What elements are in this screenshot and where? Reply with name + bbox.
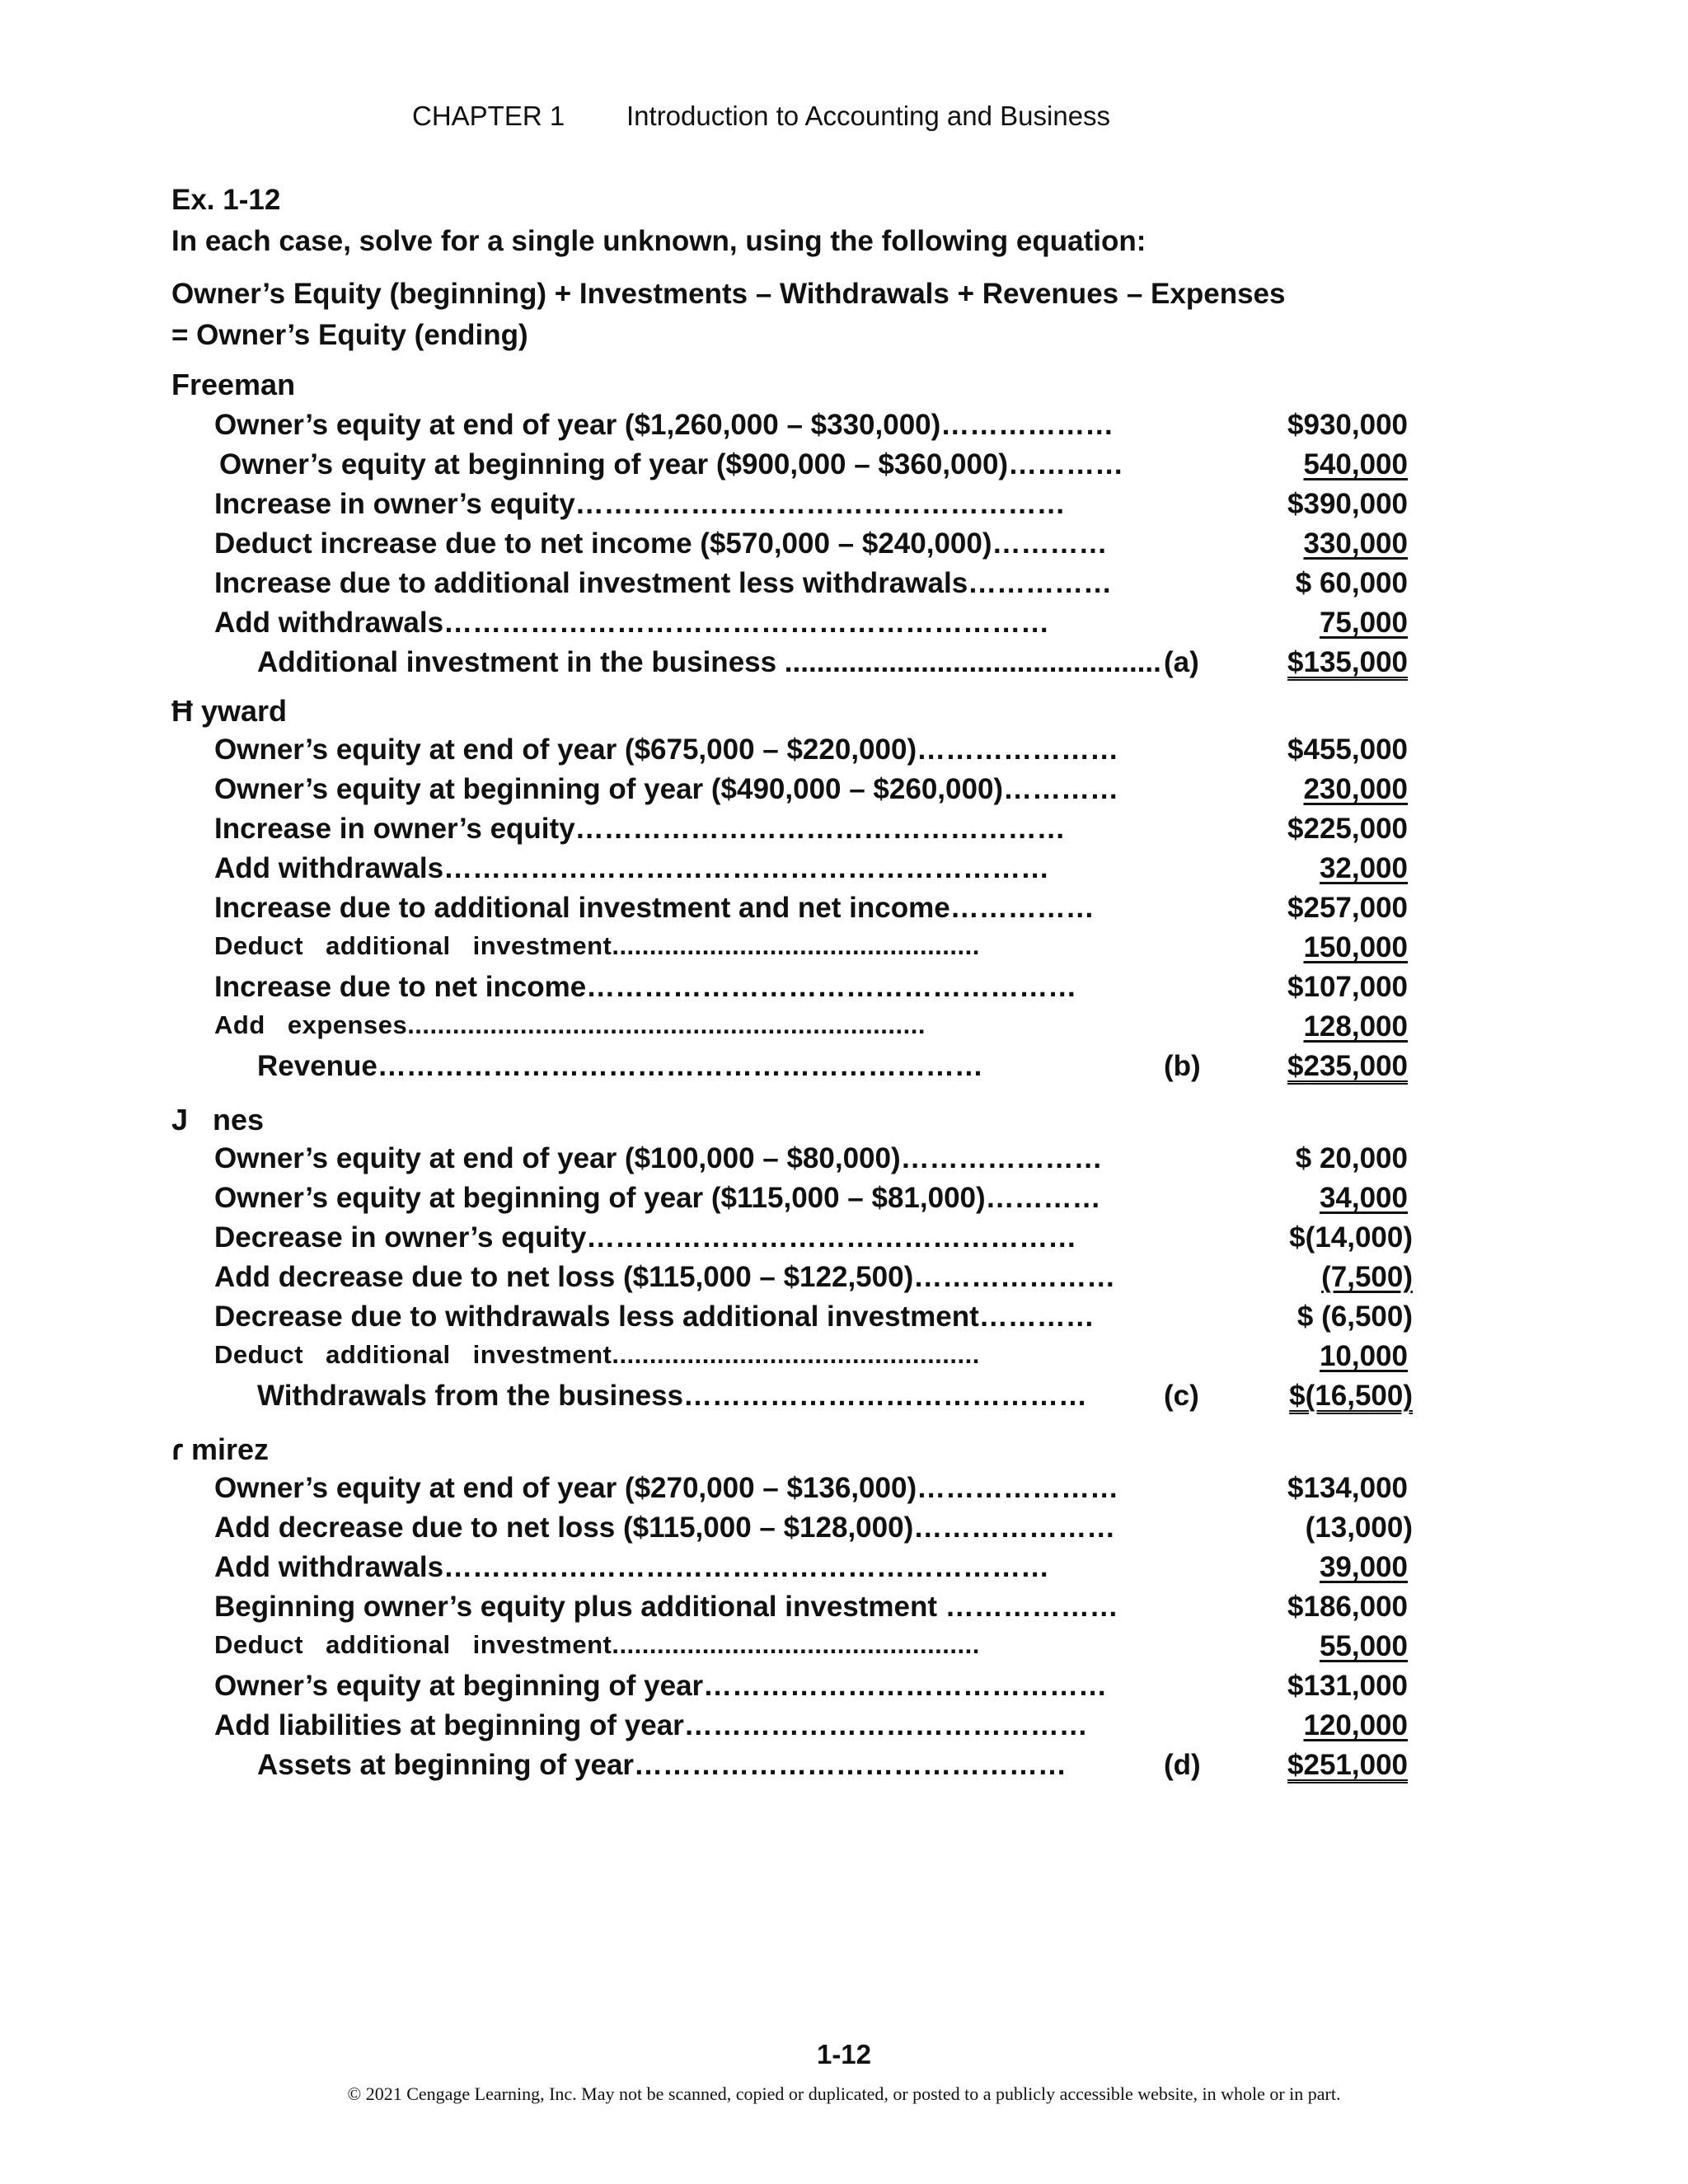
row-label: Decrease due to withdrawals less additional investment………… (214, 1301, 1095, 1333)
table-row (0, 773, 1688, 813)
table-row (0, 1380, 1688, 1419)
row-label: Increase due to additional investment less withdrawals…………… (214, 567, 1113, 599)
row-label: Add withdrawals……………………………………………………… (214, 1551, 1050, 1583)
table-row (0, 1709, 1688, 1749)
table-row (0, 646, 1688, 686)
row-label: Add decrease due to net loss ($115,000 – $128,000)………………… (214, 1511, 1116, 1544)
row-label: Add liabilities at beginning of year…………………………………… (214, 1709, 1088, 1741)
row-amount: $135,000 (1287, 646, 1408, 678)
answer-marker: (d) (1164, 1749, 1201, 1781)
row-label: Increase due to additional investment and net income…………… (214, 892, 1095, 924)
row-label: Owner’s equity at beginning of year…………………………………… (214, 1670, 1108, 1702)
row-label: Beginning owner’s equity plus additional investment ……………… (214, 1591, 1118, 1623)
table-row (0, 1182, 1688, 1221)
section-title: Freeman (171, 368, 296, 401)
answer-marker: (c) (1164, 1380, 1199, 1412)
row-amount: 120,000 (1303, 1709, 1408, 1741)
row-amount: 128,000 (1303, 1010, 1408, 1043)
row-amount: $251,000 (1287, 1749, 1408, 1781)
table-row (0, 1749, 1688, 1788)
table-row (0, 1142, 1688, 1182)
row-amount: 32,000 (1319, 852, 1408, 884)
row-amount: 230,000 (1303, 773, 1408, 805)
row-amount: 39,000 (1319, 1551, 1408, 1583)
table-row (0, 892, 1688, 931)
answer-marker: (a) (1164, 646, 1199, 678)
chapter-label: CHAPTER 1 (412, 101, 565, 131)
table-row (0, 567, 1688, 607)
table-row (0, 488, 1688, 527)
row-label: Increase due to net income…………………………………………… (214, 971, 1077, 1003)
table-row (0, 1591, 1688, 1630)
row-amount: $235,000 (1287, 1050, 1408, 1082)
section-title: J nes (171, 1103, 265, 1137)
row-label: Owner’s equity at beginning of year ($900,000 – $360,000)………… (219, 448, 1124, 480)
row-amount: 75,000 (1319, 607, 1408, 639)
row-label: Additional investment in the business ............................................... (257, 646, 1161, 678)
page-header (0, 101, 1688, 137)
row-amount: 330,000 (1303, 527, 1408, 560)
row-amount: $186,000 (1287, 1591, 1408, 1623)
row-amount: $257,000 (1287, 892, 1408, 924)
row-label: Add withdrawals……………………………………………………… (214, 607, 1050, 639)
equation-line-1: Owner’s Equity (beginning) + Investments – Withdrawals + Revenues – Expenses (171, 278, 1286, 310)
row-amount: 10,000 (1319, 1340, 1408, 1372)
row-amount: $ 20,000 (1295, 1142, 1408, 1174)
row-amount: 55,000 (1319, 1630, 1408, 1662)
table-row (0, 409, 1688, 448)
copyright-notice: © 2021 Cengage Learning, Inc. May not be scanned, copied or duplicated, or posted to a publicly accessible website, in whole or in part. (347, 2083, 1341, 2104)
row-label: Revenue……………………………………………………… (257, 1050, 983, 1082)
row-label: Decrease in owner’s equity…………………………………………… (214, 1221, 1077, 1254)
table-row (0, 527, 1688, 567)
row-label: Add decrease due to net loss ($115,000 – $122,500)………………… (214, 1261, 1116, 1293)
row-label: Add expenses..................................................................... (214, 1010, 926, 1039)
row-amount: $ (6,500) (1296, 1301, 1413, 1333)
row-amount: $930,000 (1287, 409, 1408, 441)
table-row (0, 971, 1688, 1010)
table-row (0, 1010, 1688, 1050)
exercise-instruction: In each case, solve for a single unknown, using the following equation: (171, 225, 1146, 257)
row-label: Deduct additional investment................................................. (214, 1630, 980, 1659)
row-label: Assets at beginning of year……………………………………… (257, 1749, 1067, 1781)
row-label: Owner’s equity at end of year ($270,000 – $136,000)………………… (214, 1472, 1119, 1504)
table-row (0, 813, 1688, 852)
table-row (0, 1472, 1688, 1511)
row-amount: $(16,500) (1289, 1380, 1413, 1412)
row-label: Owner’s equity at end of year ($100,000 – $80,000)………………… (214, 1142, 1103, 1174)
section-title: Ħ yward (171, 694, 288, 728)
chapter-title: Introduction to Accounting and Business (626, 101, 1111, 131)
row-amount: 540,000 (1303, 448, 1408, 480)
table-row (0, 1261, 1688, 1301)
row-label: Withdrawals from the business…………………………………… (257, 1380, 1088, 1412)
row-label: Owner’s equity at end of year ($1,260,000 – $330,000)……………… (214, 409, 1114, 441)
row-amount: 34,000 (1319, 1182, 1408, 1214)
row-label: Increase in owner’s equity…………………………………………… (214, 813, 1066, 845)
table-row (0, 1221, 1688, 1261)
row-label: Increase in owner’s equity…………………………………………… (214, 488, 1066, 520)
table-row (0, 1340, 1688, 1380)
row-label: Owner’s equity at end of year ($675,000 – $220,000)………………… (214, 733, 1119, 766)
exercise-number: Ex. 1-12 (171, 184, 281, 216)
page-number: 1-12 (816, 2039, 872, 2069)
row-amount: $134,000 (1287, 1472, 1408, 1504)
table-row (0, 1511, 1688, 1551)
answer-marker: (b) (1164, 1050, 1201, 1082)
row-label: Deduct increase due to net income ($570,000 – $240,000)………… (214, 527, 1108, 560)
table-row (0, 931, 1688, 971)
table-row (0, 1630, 1688, 1670)
row-amount: $131,000 (1287, 1670, 1408, 1702)
table-row (0, 1670, 1688, 1709)
table-row (0, 1551, 1688, 1591)
table-row (0, 448, 1688, 488)
table-row (0, 852, 1688, 892)
row-label: Owner’s equity at beginning of year ($115,000 – $81,000)………… (214, 1182, 1101, 1214)
row-amount: 150,000 (1303, 931, 1408, 963)
row-amount: $(14,000) (1289, 1221, 1413, 1254)
table-row (0, 1301, 1688, 1340)
row-amount: $225,000 (1287, 813, 1408, 845)
row-label: Deduct additional investment................................................. (214, 1340, 980, 1369)
row-amount: $390,000 (1287, 488, 1408, 520)
row-amount: (7,500) (1321, 1261, 1413, 1293)
row-label: Deduct additional investment................................................. (214, 931, 980, 960)
row-label: Add withdrawals……………………………………………………… (214, 852, 1050, 884)
row-amount: $ 60,000 (1295, 567, 1408, 599)
row-amount: (13,000) (1305, 1511, 1413, 1544)
table-row (0, 733, 1688, 773)
row-label: Owner’s equity at beginning of year ($490,000 – $260,000)………… (214, 773, 1119, 805)
table-row (0, 1050, 1688, 1090)
row-amount: $455,000 (1287, 733, 1408, 766)
section-title: ɾ mirez (171, 1432, 270, 1466)
row-amount: $107,000 (1287, 971, 1408, 1003)
table-row (0, 607, 1688, 646)
equation-line-2: = Owner’s Equity (ending) (171, 319, 528, 351)
